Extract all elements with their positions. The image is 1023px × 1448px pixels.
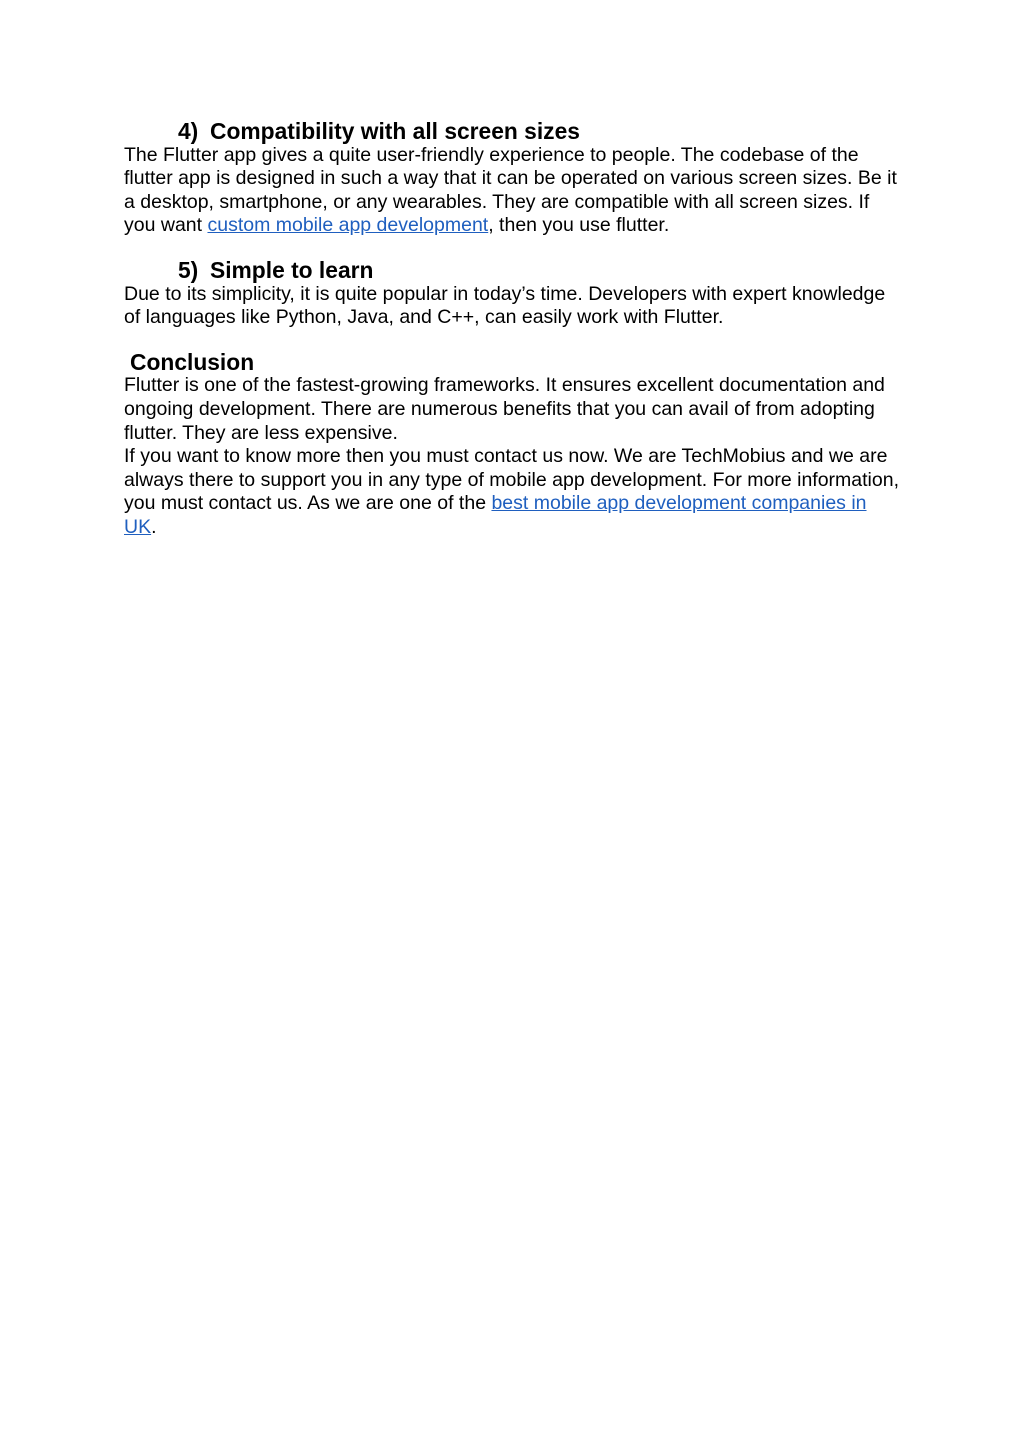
document-page: [124, 120, 904, 540]
section-4-number: 4): [178, 118, 199, 144]
section-4-heading: [124, 120, 904, 144]
conclusion-text-after: .: [151, 515, 157, 538]
conclusion-text-before: If you want to know more then you must contact us now. We are TechMobius and we are always there to support you in any type of mobile app development. For more information, you must contact us. As we are one of the: [124, 445, 899, 515]
conclusion-paragraph-1: Flutter is one of the fastest-growing frameworks. It ensures excellent documentation and ongoing development. There are numerous benefits that you can avail of from adopting flutter. They are less expensive.: [124, 374, 885, 444]
conclusion-heading: Conclusion: [130, 348, 255, 375]
section-5-number: 5): [178, 256, 199, 283]
section-4-title: Compatibility with all screen sizes: [210, 118, 580, 144]
section-4-text-before: The Flutter app gives a quite user-friendly experience to people. The codebase of the flutter app is designed in such a way that it can be operated on various screen sizes. Be it a desktop, smartphone, or any wearables. They are compatible with all screen sizes. If you want: [124, 143, 897, 237]
section-4-paragraph: [124, 144, 904, 238]
best-mobile-app-development-companies-link[interactable]: best mobile app development companies in UK: [124, 492, 867, 538]
custom-mobile-app-development-link[interactable]: custom mobile app development: [207, 214, 489, 237]
section-5-title: Simple to learn: [210, 256, 374, 283]
section-4-text-after: , then you use flutter.: [488, 214, 670, 237]
section-5-heading: [124, 256, 904, 283]
section-5-paragraph: Due to its simplicity, it is quite popular in today’s time. Developers with expert knowledge of languages like Python, Java, and C++, can easily work with Flutter.: [124, 282, 886, 329]
conclusion-paragraph-2: [124, 445, 904, 539]
